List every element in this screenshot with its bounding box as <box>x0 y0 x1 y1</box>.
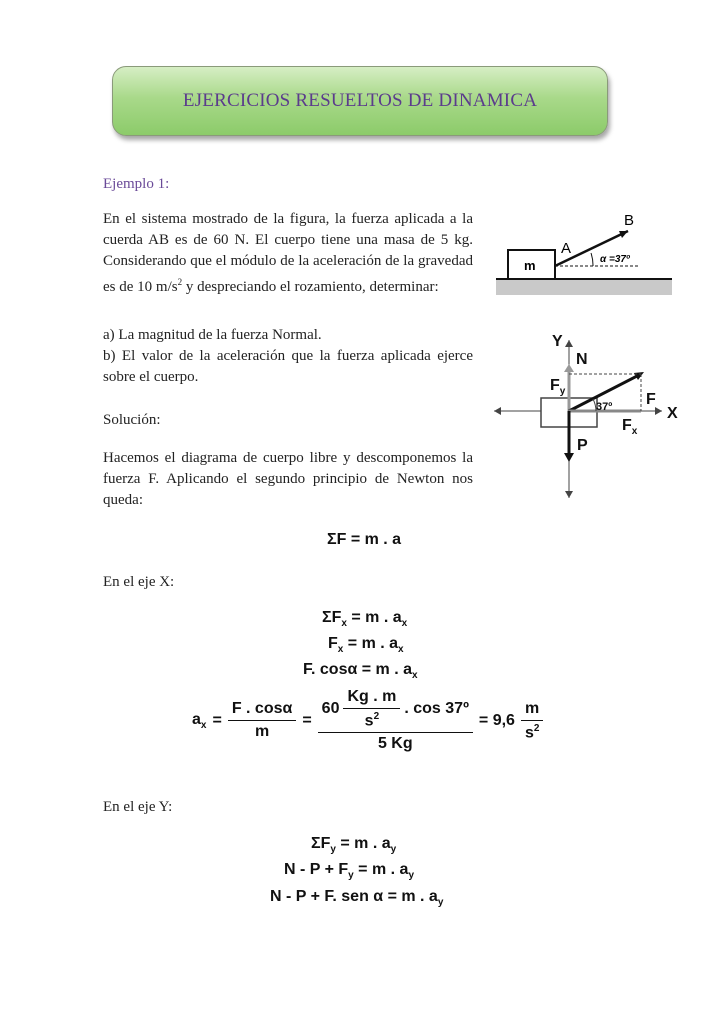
label-fy: $F_y$ <box>550 377 566 397</box>
solution-text: Hacemos el diagrama de cuerpo libre y descomponemos la fuerza F. Aplicando el segundo principio de Newton nos queda: <box>103 450 473 508</box>
angle-arc <box>591 253 593 266</box>
eq-x3: F. cosα = m . $a_x$ <box>303 661 418 682</box>
label-angle: 37º <box>596 401 613 413</box>
eq-x1: $\Sigma F_x = m$ . $a_x$ <box>322 609 408 630</box>
example-label: Ejemplo 1: <box>103 176 170 192</box>
eq-y3: N - P + F. sen α = m . $a_y$ <box>270 888 444 909</box>
ground <box>496 279 672 295</box>
problem-statement: En el sistema mostrado de la figura, la fuerza aplicada a la cuerda AB es de 60 N. El cuerpo tiene una masa de 5 kg. Considerando que el módulo de la aceleración de la gravedad es de 10 $m/s^2$ y despreciando el rozamiento, determinar: <box>103 211 473 295</box>
eq-ax: $a_x$ = $\frac{F . \cos\alpha}{m}$ = 60 $\frac{Kg . m}{s^2}$ . cos 37º 5 Kg = 9,6 $\frac{m}{s^2}$ <box>192 688 543 753</box>
page-title: EJERCICIOS RESUELTOS DE DINAMICA <box>182 90 538 111</box>
label-fx: $F_x$ <box>622 417 638 437</box>
eq-x2: $F_x = m$ . $a_x$ <box>328 635 404 656</box>
label-y: Y <box>552 333 563 350</box>
label-f: F <box>646 391 656 408</box>
system-figure <box>488 206 674 298</box>
question-a: a) La magnitud de la fuerza Normal. <box>103 327 322 343</box>
point-b: B <box>624 212 635 229</box>
point-a: A <box>561 240 572 257</box>
label-p: P <box>577 437 588 454</box>
eq-y2: $N - P + F_y = m$ . $a_y$ <box>284 861 414 882</box>
eq-y1: $\Sigma F_y = m$ . $a_y$ <box>311 835 397 856</box>
newton-equation: ΣF = m . a <box>327 531 402 548</box>
question-b: b) El valor de la aceleración que la fuerza aplicada ejerce sobre el cuerpo. <box>103 348 473 385</box>
mass-label: m <box>524 258 536 273</box>
label-n: N <box>576 351 588 368</box>
axis-y-label: En el eje Y: <box>103 799 173 815</box>
free-body-diagram <box>486 322 686 502</box>
label-x: X <box>667 405 678 422</box>
solution-label: Solución: <box>103 412 161 428</box>
title-banner <box>112 66 608 136</box>
axis-x-label: En el eje X: <box>103 574 175 590</box>
angle-label: α =37º <box>600 254 630 265</box>
